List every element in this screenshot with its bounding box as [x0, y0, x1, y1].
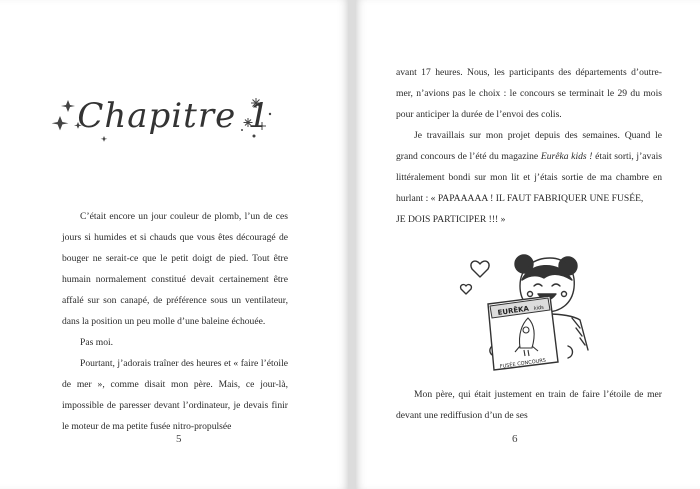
- paragraph: Mon père, qui était justement en train de faire l’étoile de mer devant une rediffusion d’un de ses: [396, 389, 662, 421]
- paragraph-text: était sorti, j’avais littéralement bondi sur mon lit et j’étais sortie de ma chambre en hurlant : « PAPAAAAA ! IL FAUT FABRIQUER UNE FUSÉE,: [396, 151, 662, 204]
- page-number: 5: [176, 433, 182, 445]
- paragraph: [396, 125, 662, 209]
- magazine-title: EURÊKA: [497, 304, 530, 317]
- girl-holding-magazine-illustration: [448, 250, 598, 380]
- chapter-title: Chapitre 1: [77, 96, 271, 136]
- magazine-name: Eurêka kids !: [540, 151, 593, 162]
- left-page-text: [62, 206, 288, 437]
- magazine-subtitle: kids: [533, 304, 545, 312]
- page-number: 6: [512, 433, 518, 445]
- paragraph-text: Je travaillais sur mon projet depuis des semaines. Quand le grand concours de l’été du magazine: [396, 130, 662, 162]
- paragraph: Pourtant, j’adorais traîner des heures et « faire l’étoile de mer », comme disait mon père. Mais, ce jour-là, impossible de paresser devant l’ordinateur, je devais finir le moteur de ma petite fusée nitro-propulsée: [62, 358, 288, 432]
- paragraph: C’était encore un jour couleur de plomb, l’un de ces jours si humides et si chauds que vous êtes découragé de bouger ne serait-ce que le petit doigt de pied. Tout être humain normalement constitué devait certainement être affalé sur son canapé, de préférence sous un ventilateur, dans la position un peu molle d’une baleine échouée.: [62, 211, 288, 327]
- paragraph: Pas moi.: [80, 337, 114, 348]
- book-gutter: [348, 0, 356, 489]
- paragraph: avant 17 heures. Nous, les participants des départements d’outre-mer, n’avions pas le choix : le concours se terminait le 29 du mois pour anticiper la durée de l’envoi des colis.: [396, 67, 662, 120]
- right-page-bottom-text: [396, 384, 662, 426]
- right-page-text: [396, 62, 662, 230]
- paragraph: JE DOIS PARTICIPER !!! »: [396, 214, 506, 225]
- magazine-banner: FUSÉE CONCOURS: [499, 357, 547, 370]
